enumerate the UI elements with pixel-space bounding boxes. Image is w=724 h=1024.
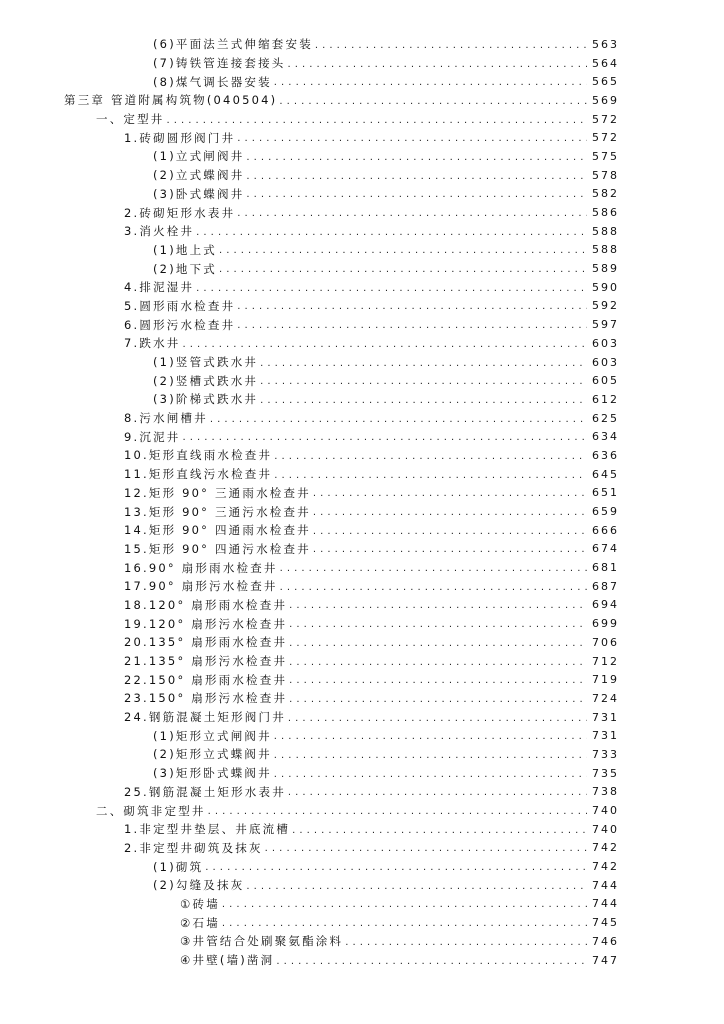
toc-entry[interactable] [0, 895, 724, 914]
toc-entry-title: (1)立式闸阀井 [153, 149, 245, 164]
toc-entry-page-number: 744 [592, 878, 619, 892]
toc-entry-title: 一、定型井 [96, 112, 165, 127]
toc-entry-page-number: 589 [592, 262, 619, 276]
dot-leader [237, 208, 587, 219]
dot-leader [205, 862, 587, 873]
table-of-contents [0, 35, 724, 969]
toc-entry[interactable] [0, 353, 724, 372]
toc-entry-page-number: 569 [592, 93, 619, 107]
toc-entry-page-number: 603 [592, 355, 619, 369]
toc-entry[interactable] [0, 259, 724, 278]
dot-leader [313, 507, 587, 518]
toc-entry-title: 7.跌水井 [124, 336, 181, 351]
toc-entry-title: (2)立式蝶阀井 [153, 168, 245, 183]
toc-entry[interactable] [0, 110, 724, 129]
toc-entry-page-number: 674 [592, 542, 619, 556]
toc-entry-page-number: 745 [592, 916, 619, 930]
dot-leader [237, 320, 587, 331]
toc-entry[interactable] [0, 222, 724, 241]
toc-entry-title: 第三章 管道附属构筑物(040504) [64, 93, 278, 108]
dot-leader [246, 189, 587, 200]
toc-entry-title: (3)阶梯式跌水井 [153, 392, 259, 407]
toc-entry[interactable] [0, 745, 724, 764]
toc-entry-title: 24.钢筋混凝土矩形阀门井 [124, 710, 286, 725]
toc-entry-title: 14.矩形 90° 四通雨水检查井 [124, 523, 311, 538]
toc-entry-page-number: 636 [592, 448, 619, 462]
toc-entry-page-number: 747 [592, 953, 619, 967]
dot-leader [288, 713, 587, 724]
dot-leader [280, 563, 587, 574]
toc-entry-page-number: 742 [592, 860, 619, 874]
toc-entry-page-number: 563 [592, 37, 619, 51]
dot-leader [313, 526, 587, 537]
dot-leader [208, 806, 587, 817]
toc-entry[interactable] [0, 951, 724, 970]
toc-entry[interactable] [0, 147, 724, 166]
toc-entry[interactable] [0, 652, 724, 671]
toc-entry[interactable] [0, 502, 724, 521]
dot-leader [276, 956, 587, 967]
dot-leader [279, 96, 587, 107]
toc-entry-title: (1)竖管式跌水井 [153, 355, 259, 370]
toc-entry-title: (2)竖槽式跌水井 [153, 373, 259, 388]
dot-leader [182, 339, 587, 350]
toc-entry-title: (2)地下式 [153, 261, 217, 276]
toc-entry[interactable] [0, 913, 724, 932]
toc-entry-page-number: 738 [592, 785, 619, 799]
toc-entry-title: 11.矩形直线污水检查井 [124, 467, 273, 482]
toc-entry-page-number: 592 [592, 299, 619, 313]
toc-entry[interactable] [0, 297, 724, 316]
toc-entry[interactable] [0, 857, 724, 876]
toc-entry-title: (2)矩形立式蝶阀井 [153, 747, 272, 762]
toc-entry-page-number: 564 [592, 56, 619, 70]
toc-entry-page-number: 578 [592, 168, 619, 182]
toc-entry-page-number: 719 [592, 673, 619, 687]
toc-entry-page-number: 590 [592, 280, 619, 294]
toc-entry-title: (1)矩形立式闸阀井 [153, 728, 272, 743]
toc-entry-page-number: 740 [592, 822, 619, 836]
toc-entry-page-number: 666 [592, 523, 619, 537]
dot-leader [246, 171, 587, 182]
dot-leader [222, 918, 587, 929]
toc-entry[interactable] [0, 54, 724, 73]
toc-entry-page-number: 731 [592, 710, 619, 724]
dot-leader [167, 115, 588, 126]
toc-entry[interactable] [0, 72, 724, 91]
toc-entry-title: 18.120° 扇形雨水检查井 [124, 597, 288, 612]
toc-entry-page-number: 659 [592, 505, 619, 519]
toc-entry-page-number: 735 [592, 766, 619, 780]
toc-entry-title: (8)煤气调长器安装 [153, 74, 272, 89]
toc-entry-page-number: 742 [592, 841, 619, 855]
toc-entry[interactable] [0, 876, 724, 895]
dot-leader [237, 301, 587, 312]
dot-leader [219, 245, 587, 256]
toc-entry-title: 9.沉泥井 [124, 429, 181, 444]
dot-leader [289, 675, 587, 686]
toc-entry-title: 16.90° 扇形雨水检查井 [124, 560, 278, 575]
dot-leader [289, 657, 587, 668]
toc-entry-title: 1.非定型井垫层、井底流槽 [124, 822, 291, 837]
toc-entry-title: 22.150° 扇形雨水检查井 [124, 672, 288, 687]
toc-entry-page-number: 605 [592, 374, 619, 388]
toc-entry[interactable] [0, 577, 724, 596]
toc-entry[interactable] [0, 540, 724, 559]
toc-entry-title: 10.矩形直线雨水检查井 [124, 448, 273, 463]
toc-entry-title: 6.圆形污水检查井 [124, 317, 236, 332]
toc-entry[interactable] [0, 334, 724, 353]
dot-leader [246, 881, 587, 892]
toc-entry[interactable] [0, 91, 724, 110]
toc-entry[interactable] [0, 371, 724, 390]
toc-entry[interactable] [0, 427, 724, 446]
toc-entry[interactable] [0, 801, 724, 820]
dot-leader [274, 77, 587, 88]
toc-entry-title: (6)平面法兰式伸缩套安装 [153, 37, 313, 52]
toc-entry[interactable] [0, 708, 724, 727]
toc-entry-page-number: 724 [592, 691, 619, 705]
toc-entry-title: (3)矩形卧式蝶阀井 [153, 766, 272, 781]
dot-leader [313, 488, 587, 499]
dot-leader [289, 619, 587, 630]
dot-leader [274, 470, 587, 481]
toc-entry[interactable] [0, 614, 724, 633]
toc-entry-title: (7)铸铁管连接套接头 [153, 56, 286, 71]
toc-entry-page-number: 625 [592, 411, 619, 425]
dot-leader [274, 451, 587, 462]
dot-leader [237, 133, 587, 144]
dot-leader [260, 376, 587, 387]
toc-entry-title: (1)砌筑 [153, 859, 204, 874]
toc-entry[interactable] [0, 521, 724, 540]
toc-entry[interactable] [0, 596, 724, 615]
dot-leader [315, 40, 587, 51]
dot-leader [289, 638, 587, 649]
toc-entry[interactable] [0, 409, 724, 428]
toc-entry-page-number: 651 [592, 486, 619, 500]
toc-entry[interactable] [0, 315, 724, 334]
toc-entry-page-number: 588 [592, 224, 619, 238]
toc-entry-page-number: 744 [592, 897, 619, 911]
toc-entry-page-number: 586 [592, 206, 619, 220]
dot-leader [274, 769, 587, 780]
toc-entry[interactable] [0, 670, 724, 689]
toc-entry-page-number: 565 [592, 75, 619, 89]
dot-leader [288, 787, 587, 798]
toc-entry-page-number: 582 [592, 187, 619, 201]
dot-leader [289, 694, 587, 705]
toc-entry[interactable] [0, 465, 724, 484]
toc-entry-title: 2.非定型井砌筑及抹灰 [124, 840, 263, 855]
dot-leader [260, 395, 587, 406]
toc-entry[interactable] [0, 278, 724, 297]
toc-entry-page-number: 731 [592, 729, 619, 743]
toc-entry-page-number: 687 [592, 579, 619, 593]
toc-entry-page-number: 645 [592, 467, 619, 481]
toc-entry-title: 15.矩形 90° 四通污水检查井 [124, 541, 311, 556]
toc-entry-title: 2.砖砌矩形水表井 [124, 205, 236, 220]
toc-entry-title: 21.135° 扇形污水检查井 [124, 654, 288, 669]
toc-entry-title: 19.120° 扇形污水检查井 [124, 616, 288, 631]
dot-leader [210, 414, 587, 425]
toc-entry[interactable] [0, 484, 724, 503]
toc-entry-title: (1)地上式 [153, 242, 217, 257]
dot-leader [288, 59, 588, 70]
dot-leader [260, 358, 587, 369]
toc-entry-page-number: 575 [592, 149, 619, 163]
toc-entry[interactable] [0, 390, 724, 409]
toc-entry[interactable] [0, 932, 724, 951]
toc-entry-page-number: 572 [592, 112, 619, 126]
toc-entry[interactable] [0, 166, 724, 185]
toc-entry[interactable] [0, 558, 724, 577]
toc-entry-page-number: 740 [592, 804, 619, 818]
dot-leader [274, 750, 587, 761]
toc-entry-title: 二、砌筑非定型井 [96, 803, 206, 818]
toc-entry-page-number: 694 [592, 598, 619, 612]
toc-entry-title: 17.90° 扇形污水检查井 [124, 579, 278, 594]
toc-entry-page-number: 699 [592, 617, 619, 631]
toc-entry-title: ③井管结合处刷聚氨酯涂料 [180, 934, 344, 949]
toc-entry-page-number: 588 [592, 243, 619, 257]
toc-entry[interactable] [0, 783, 724, 802]
toc-entry-page-number: 572 [592, 131, 619, 145]
toc-entry-page-number: 681 [592, 561, 619, 575]
dot-leader [280, 582, 587, 593]
toc-entry-title: 20.135° 扇形雨水检查井 [124, 635, 288, 650]
toc-entry-page-number: 612 [592, 392, 619, 406]
toc-entry-page-number: 634 [592, 430, 619, 444]
dot-leader [289, 600, 587, 611]
toc-entry-title: 3.消火栓井 [124, 224, 195, 239]
toc-entry[interactable] [0, 128, 724, 147]
toc-entry[interactable] [0, 820, 724, 839]
toc-entry[interactable] [0, 633, 724, 652]
toc-entry[interactable] [0, 203, 724, 222]
toc-entry[interactable] [0, 185, 724, 204]
toc-entry[interactable] [0, 35, 724, 54]
toc-entry-title: 4.排泥湿井 [124, 280, 195, 295]
toc-entry[interactable] [0, 839, 724, 858]
toc-entry-page-number: 597 [592, 318, 619, 332]
toc-entry-title: ②石墙 [180, 915, 220, 930]
toc-entry-title: 8.污水闸槽井 [124, 411, 208, 426]
toc-entry[interactable] [0, 446, 724, 465]
toc-entry-title: 12.矩形 90° 三通雨水检查井 [124, 485, 311, 500]
dot-leader [219, 264, 587, 275]
toc-entry-page-number: 746 [592, 934, 619, 948]
toc-entry-title: 23.150° 扇形污水检查井 [124, 691, 288, 706]
toc-entry-title: 25.钢筋混凝土矩形水表井 [124, 784, 286, 799]
toc-entry-page-number: 706 [592, 635, 619, 649]
toc-entry-title: 5.圆形雨水检查井 [124, 298, 236, 313]
toc-entry-title: ④井壁(墙)凿洞 [180, 953, 275, 968]
toc-entry-page-number: 712 [592, 654, 619, 668]
dot-leader [196, 283, 587, 294]
toc-entry-title: 1.砖砌圆形阀门井 [124, 130, 236, 145]
toc-entry-title: 13.矩形 90° 三通污水检查井 [124, 504, 311, 519]
toc-entry-title: (3)卧式蝶阀井 [153, 186, 245, 201]
dot-leader [182, 432, 587, 443]
toc-entry[interactable] [0, 689, 724, 708]
dot-leader [196, 227, 587, 238]
dot-leader [313, 544, 587, 555]
dot-leader [265, 843, 587, 854]
toc-entry-title: (2)勾缝及抹灰 [153, 878, 245, 893]
dot-leader [222, 899, 587, 910]
dot-leader [274, 731, 587, 742]
toc-entry[interactable] [0, 241, 724, 260]
toc-entry-page-number: 733 [592, 747, 619, 761]
dot-leader [292, 825, 587, 836]
toc-entry[interactable] [0, 726, 724, 745]
dot-leader [246, 152, 587, 163]
toc-entry[interactable] [0, 764, 724, 783]
toc-entry-title: ①砖墙 [180, 896, 220, 911]
dot-leader [345, 937, 587, 948]
toc-entry-page-number: 603 [592, 336, 619, 350]
